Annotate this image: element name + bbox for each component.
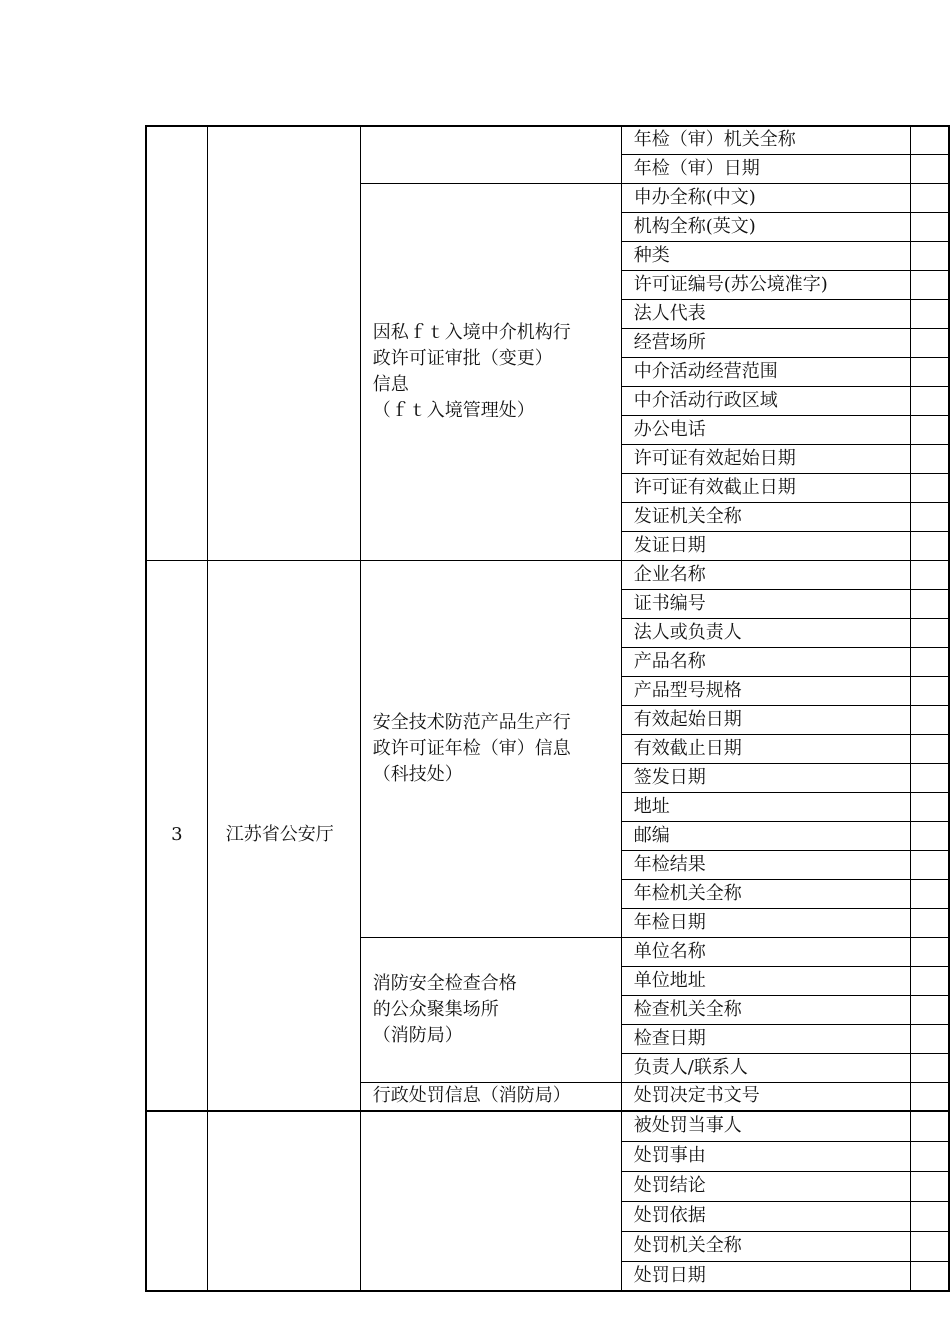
field-cell: 检查机关全称 [621, 995, 910, 1024]
org-cell: 江苏省公安厅 [207, 560, 360, 1111]
field-cell: 法人或负责人 [621, 618, 910, 647]
field-cell: 检查日期 [621, 1024, 910, 1053]
category-cell-penalty: 行政处罚信息（消防局） [360, 1082, 621, 1111]
extra-cell [910, 966, 949, 995]
category-cell-security-products [360, 560, 621, 937]
category-cell-next [360, 1111, 621, 1291]
field-cell: 单位地址 [621, 966, 910, 995]
field-cell: 签发日期 [621, 763, 910, 792]
field-cell: 中介活动行政区域 [621, 386, 910, 415]
extra-cell [910, 937, 949, 966]
field-cell: 年检（审）日期 [621, 154, 910, 183]
extra-cell [910, 154, 949, 183]
category-cell-fire-safety [360, 937, 621, 1082]
category-line: 安全技术防范产品生产行 [372, 711, 571, 733]
field-cell: 产品型号规格 [621, 676, 910, 705]
field-cell: 发证日期 [621, 531, 910, 560]
category-line: 的公众聚集场所 [372, 998, 499, 1020]
extra-cell [910, 241, 949, 270]
extra-cell [910, 1261, 949, 1291]
category-line: 因私ｆｔ入境中介机构行 [372, 321, 571, 343]
extra-cell [910, 212, 949, 241]
extra-cell [910, 763, 949, 792]
number-cell: 3 [146, 560, 207, 1111]
field-cell: 许可证有效截止日期 [621, 473, 910, 502]
category-line: 政许可证年检（审）信息 [372, 737, 571, 759]
extra-cell [910, 126, 949, 154]
extra-cell [910, 647, 949, 676]
field-cell: 地址 [621, 792, 910, 821]
field-cell: 处罚决定书文号 [621, 1082, 910, 1111]
extra-cell [910, 357, 949, 386]
field-cell: 邮编 [621, 821, 910, 850]
number-cell-next [146, 1111, 207, 1291]
field-cell: 年检机关全称 [621, 879, 910, 908]
field-cell: 有效起始日期 [621, 705, 910, 734]
category-line: （消防局） [372, 1024, 463, 1046]
field-cell: 处罚日期 [621, 1261, 910, 1291]
number-cell-prev [146, 126, 207, 560]
org-cell-prev [207, 126, 360, 560]
category-line: 消防安全检查合格 [372, 972, 517, 994]
extra-cell [910, 850, 949, 879]
field-cell: 产品名称 [621, 647, 910, 676]
info-table [145, 125, 950, 1292]
field-cell: 有效截止日期 [621, 734, 910, 763]
extra-cell [910, 560, 949, 589]
field-cell: 种类 [621, 241, 910, 270]
field-cell: 处罚依据 [621, 1201, 910, 1231]
extra-cell [910, 618, 949, 647]
extra-cell [910, 879, 949, 908]
extra-cell [910, 995, 949, 1024]
extra-cell [910, 676, 949, 705]
field-cell: 年检结果 [621, 850, 910, 879]
org-cell-next [207, 1111, 360, 1291]
extra-cell [910, 502, 949, 531]
field-cell: 被处罚当事人 [621, 1111, 910, 1141]
field-cell: 处罚事由 [621, 1141, 910, 1171]
field-cell: 经营场所 [621, 328, 910, 357]
field-cell: 许可证编号(苏公境准字) [621, 270, 910, 299]
field-cell: 许可证有效起始日期 [621, 444, 910, 473]
extra-cell [910, 1111, 949, 1141]
field-cell: 发证机关全称 [621, 502, 910, 531]
extra-cell [910, 705, 949, 734]
extra-cell [910, 792, 949, 821]
field-cell: 申办全称(中文) [621, 183, 910, 212]
extra-cell [910, 473, 949, 502]
field-cell: 机构全称(英文) [621, 212, 910, 241]
extra-cell [910, 531, 949, 560]
category-line: （科技处） [372, 763, 463, 785]
extra-cell [910, 328, 949, 357]
category-line: （ｆｔ入境管理处） [372, 399, 535, 421]
category-cell-intermediary-license [360, 183, 621, 560]
field-cell: 证书编号 [621, 589, 910, 618]
category-line: 信息 [372, 373, 409, 395]
field-cell: 处罚机关全称 [621, 1231, 910, 1261]
extra-cell [910, 270, 949, 299]
field-cell: 单位名称 [621, 937, 910, 966]
extra-cell [910, 589, 949, 618]
extra-cell [910, 183, 949, 212]
field-cell: 企业名称 [621, 560, 910, 589]
extra-cell [910, 1231, 949, 1261]
category-line: 政许可证审批（变更） [372, 347, 553, 369]
extra-cell [910, 821, 949, 850]
field-cell: 中介活动经营范围 [621, 357, 910, 386]
extra-cell [910, 1024, 949, 1053]
extra-cell [910, 1171, 949, 1201]
extra-cell [910, 734, 949, 763]
extra-cell [910, 1201, 949, 1231]
extra-cell [910, 386, 949, 415]
field-cell: 负责人/联系人 [621, 1053, 910, 1082]
extra-cell [910, 299, 949, 328]
extra-cell [910, 908, 949, 937]
category-cell-prev-a [360, 126, 621, 183]
extra-cell [910, 1141, 949, 1171]
extra-cell [910, 444, 949, 473]
extra-cell [910, 415, 949, 444]
field-cell: 处罚结论 [621, 1171, 910, 1201]
field-cell: 年检（审）机关全称 [621, 126, 910, 154]
extra-cell [910, 1082, 949, 1111]
field-cell: 法人代表 [621, 299, 910, 328]
extra-cell [910, 1053, 949, 1082]
field-cell: 办公电话 [621, 415, 910, 444]
field-cell: 年检日期 [621, 908, 910, 937]
